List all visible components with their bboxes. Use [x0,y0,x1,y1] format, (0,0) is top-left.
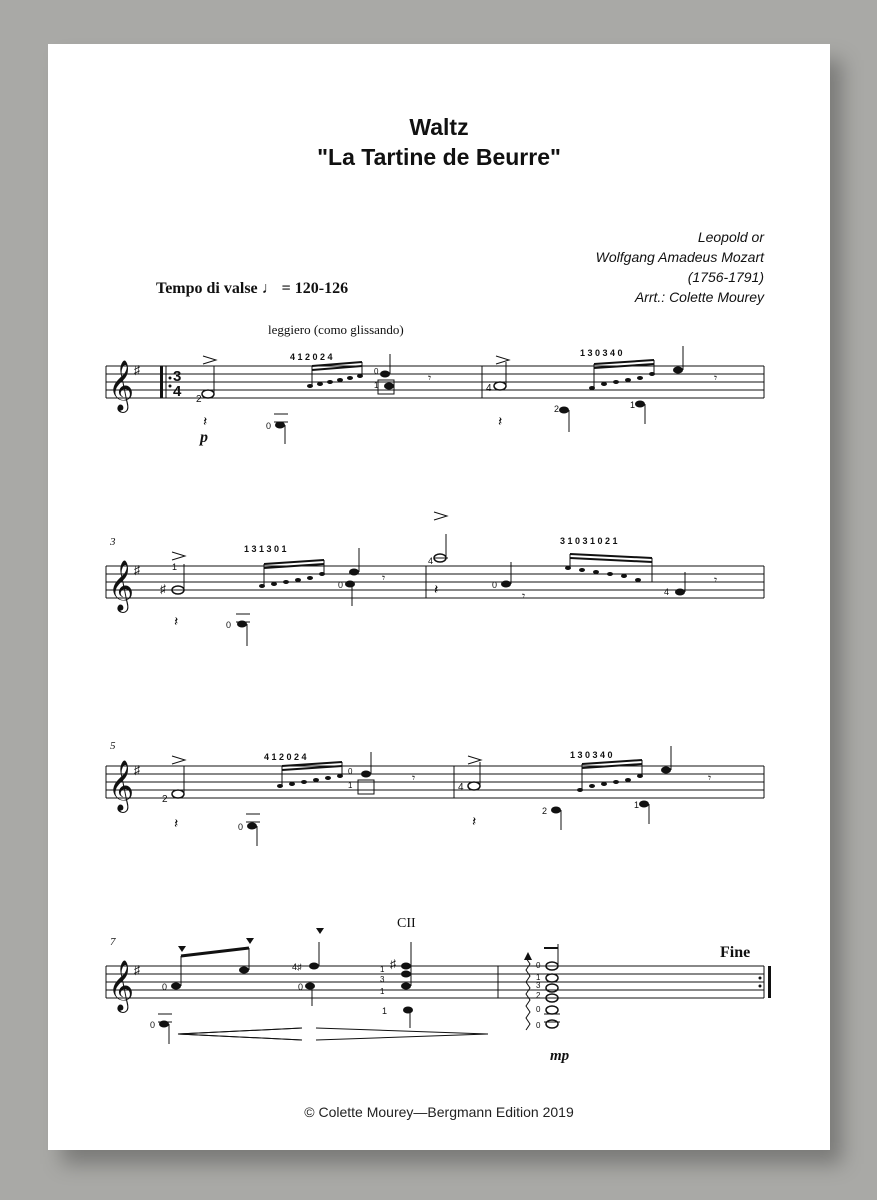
barre-marking: CII [397,916,416,931]
title-line-1: Waltz [409,114,469,140]
svg-text:0: 0 [348,767,353,776]
fingering-m6: 1 3 0 3 4 0 [570,750,613,760]
svg-text:0: 0 [162,982,168,992]
svg-text:♯: ♯ [160,582,166,596]
measure-number-5: 5 [110,740,116,752]
svg-text:2: 2 [554,404,560,414]
dynamic-p: p [200,429,208,446]
measure-number-7: 7 [110,936,116,948]
svg-text:𝄾: 𝄾 [714,371,718,385]
svg-text:1: 1 [634,800,640,810]
svg-text:0: 0 [150,1020,156,1030]
composer-line-1: Leopold or [697,229,764,245]
svg-text:1: 1 [374,381,379,390]
svg-text:1: 1 [536,973,541,982]
svg-text:2: 2 [536,991,541,1000]
svg-text:𝄽: 𝄽 [498,413,503,429]
fine-marking: Fine [720,944,751,961]
svg-text:0: 0 [238,822,244,832]
score-page [48,44,830,1150]
svg-text:0: 0 [298,982,304,992]
fingering-m2: 1 3 0 3 4 0 [580,348,623,358]
staff-system-1 [106,346,764,446]
tempo-value: = 120-126 [281,280,349,297]
svg-text:♯: ♯ [134,563,140,577]
music-notation [48,44,830,1150]
svg-text:♯: ♯ [390,957,396,971]
svg-text:𝄽: 𝄽 [174,815,179,831]
svg-text:1: 1 [380,987,385,996]
svg-text:𝄽: 𝄽 [434,581,439,597]
sharp-icon: ♯ [134,363,140,377]
svg-text:𝄞: 𝄞 [108,760,135,811]
staff-system-4 [106,928,771,1064]
svg-text:3: 3 [536,981,541,990]
quarter-note-icon: ♩ [261,280,278,297]
composer-line-4: Arrt.: Colette Mourey [634,289,764,305]
tempo-text: Tempo di valse [156,280,258,297]
svg-text:𝄾: 𝄾 [382,571,386,585]
svg-text:𝄞: 𝄞 [108,560,135,611]
svg-text:1: 1 [380,965,385,974]
svg-text:1: 1 [172,562,178,572]
time-signature-top: 3 [173,368,182,385]
fingering-m3: 1 3 1 3 0 1 [244,544,287,554]
svg-text:0: 0 [226,620,232,630]
svg-text:1: 1 [630,400,636,410]
svg-text:4: 4 [486,383,492,394]
svg-text:0: 0 [536,961,541,970]
fingering-m1: 4 1 2 0 2 4 [290,352,333,362]
svg-text:𝄽: 𝄽 [472,813,477,829]
svg-text:𝄽: 𝄽 [174,613,179,629]
copyright-footer: © Colette Mourey—Bergmann Edition 2019 [304,1104,574,1120]
svg-text:4: 4 [428,556,434,566]
composer-line-2: Wolfgang Amadeus Mozart [595,249,764,265]
svg-text:1: 1 [382,1006,388,1016]
fingering-m5: 4 1 2 0 2 4 [264,752,307,762]
svg-text:0: 0 [338,580,344,590]
measure-number-3: 3 [110,536,116,548]
svg-text:3: 3 [380,975,385,984]
composer-line-3: (1756-1791) [687,269,764,285]
staff-system-3 [106,746,764,846]
svg-text:𝄾: 𝄾 [708,771,712,785]
time-signature-bottom: 4 [173,383,182,400]
title-line-2: "La Tartine de Beurre" [317,144,561,170]
svg-text:4♯: 4♯ [292,962,302,972]
svg-text:𝄾: 𝄾 [522,589,526,603]
fingering-m4: 3 1 0 3 1 0 2 1 [560,536,618,546]
leggiero-direction: leggiero (como glissando) [268,322,404,337]
svg-text:𝄾: 𝄾 [412,771,416,785]
dynamic-mp: mp [550,1048,570,1064]
quarter-rest-icon: 𝄽 [203,413,208,429]
svg-text:0: 0 [536,1021,541,1030]
svg-text:𝄾: 𝄾 [714,573,718,587]
svg-text:𝄞: 𝄞 [108,960,135,1011]
svg-text:0: 0 [492,580,498,590]
svg-text:4: 4 [458,782,464,793]
svg-text:0: 0 [374,367,379,376]
svg-text:4: 4 [664,587,670,597]
svg-text:♯: ♯ [134,763,140,777]
eighth-rest-icon: 𝄾 [428,371,432,385]
treble-clef-icon: 𝄞 [108,360,135,411]
svg-text:2: 2 [542,806,548,816]
staff-system-2 [106,512,764,646]
svg-text:2: 2 [196,394,202,405]
svg-text:2: 2 [162,794,168,805]
svg-text:0: 0 [266,421,272,431]
svg-text:1: 1 [348,781,353,790]
svg-text:♯: ♯ [134,963,140,977]
svg-text:0: 0 [536,1005,541,1014]
